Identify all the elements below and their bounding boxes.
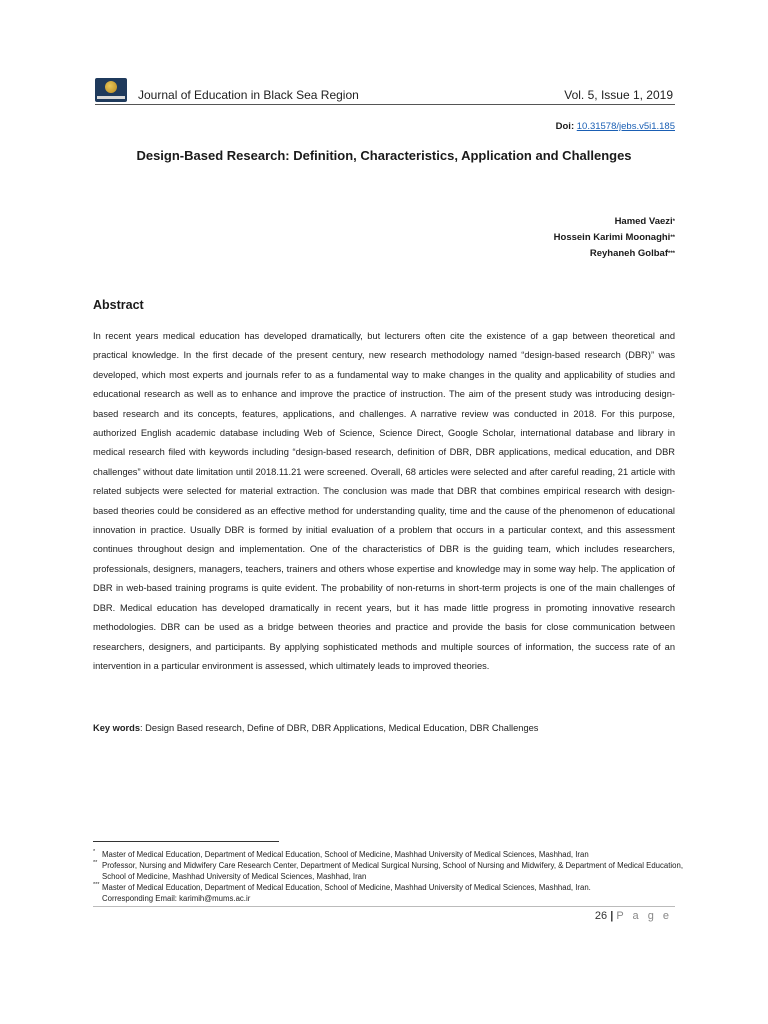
- keywords-label: Key words: [93, 723, 141, 733]
- keywords-text: : Design Based research, Define of DBR, DBR Applications, Medical Education, DBR Challenges: [140, 723, 539, 733]
- running-header: [95, 78, 675, 105]
- journal-name: Journal of Education in Black Sea Region: [138, 88, 359, 102]
- author: Reyhaneh Golbaf***: [589, 248, 675, 259]
- footnote: * Master of Medical Education, Department of Medical Education, School of Medicine, Mashhad University of Medical Sciences, Mashhad, Iran: [93, 849, 589, 859]
- footer-rule: [93, 906, 675, 907]
- footnotes: [93, 849, 683, 904]
- paper-title: Design-Based Research: Definition, Characteristics, Application and Challenges: [136, 148, 632, 163]
- author-list: [554, 214, 675, 262]
- doi-line: [556, 121, 675, 132]
- footnote: ** Professor, Nursing and Midwifery Care Research Center, Department of Medical Surgical Nursing, School of Nursing and Midwifery, & Department of Medical Education, School of Medicine, Mashhad University of Medical Sciences, Mashhad, Iran: [93, 860, 683, 881]
- doi-label: Doi:: [555, 121, 575, 132]
- volume-issue: Vol. 5, Issue 1, 2019: [564, 88, 673, 102]
- abstract-heading: Abstract: [93, 298, 144, 312]
- journal-logo: [95, 78, 127, 102]
- corresponding-email: Corresponding Email: karimih@mums.ac.ir: [102, 894, 251, 903]
- doi-link[interactable]: 10.31578/jebs.v5i1.185: [576, 121, 675, 132]
- page-number: 26 | P a g e: [594, 910, 672, 922]
- author: Hossein Karimi Moonaghi**: [553, 232, 675, 243]
- author: Hamed Vaezi*: [614, 216, 675, 227]
- keywords-line: [93, 723, 675, 733]
- abstract-text: In recent years medical education has developed dramatically, but lecturers often cite the existence of a gap between theoretical and practical knowledge. In the first decade of the present century, new research methodology named “design-based research (DBR)” was developed, which most experts and journals refer to as a fundamental way to make changes in the quality and applicability of studies and educational research as well as to enhance and improve the practice of instruction. The aim of the present study was introducing design-based research and its concepts, features, applications, and challenges. A narrative review was conducted in 2018. For this purpose, authorized English academic database including Web of Science, Science Direct, Google Scholar, international database and library in medical research filed with keywords including “design-based research, definition of DBR, DBR applications, medical education, and DBR challenges” without date limitation until 2018.11.21 were screened. Overall, 68 articles were selected and after careful reading, 21 article with related subjects were selected for material extraction. The conclusion was made that DBR that combines empirical research with design-based theories could be considered as an effective method for understanding quality, time and the cause of the phenomenon of educational innovation in practice. Usually DBR is formed by initial evaluation of a problem that occurs in a particular context, and this assessment continues throughout design and implementation. One of the characteristics of DBR is the guiding team, which includes researchers, professionals, designers, managers, teachers, trainers and others whose expertise and knowledge may in some way help. The application of DBR in web-based training programs is quite evident. The probability of non-returns in short-term projects is one of the main challenges of DBR. Medical education has developed dramatically in recent years, but it has made little progress in promoting innovative research methodologies. DBR can be used as a bridge between theories and practice and provide the basis for close communication between researchers, designers, and participants. By applying sophisticated methods and multiple sources of information, the success rate of an intervention in a particular environment is assessed, which ultimately leads to improved theories.: [93, 331, 675, 671]
- globe-icon: [105, 81, 117, 93]
- footnote: *** Master of Medical Education, Department of Medical Education, School of Medicine, Mashhad University of Medical Sciences, Mashhad, Iran.: [93, 882, 591, 892]
- footnote-rule: [93, 841, 279, 842]
